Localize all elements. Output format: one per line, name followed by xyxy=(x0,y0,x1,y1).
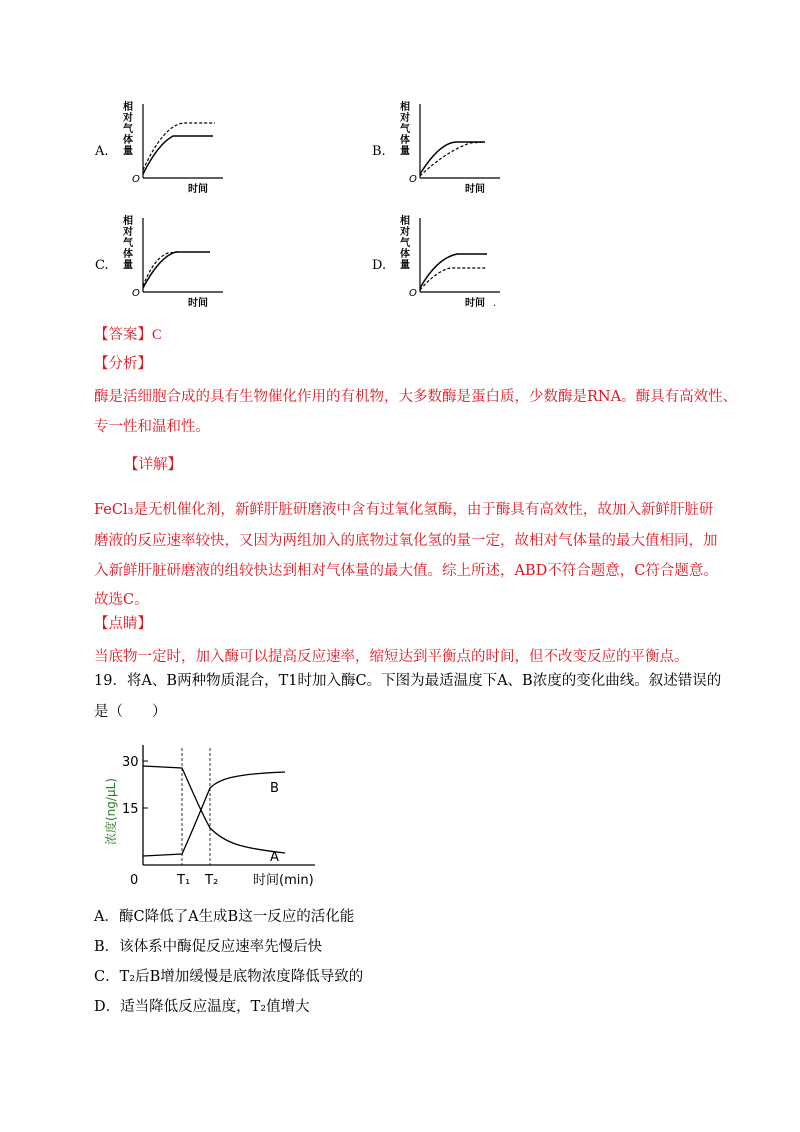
y-axis-label xyxy=(122,100,134,157)
y-axis-char: 对 xyxy=(123,113,133,124)
y-axis-label xyxy=(122,214,134,271)
x-tick-t2: T₂ xyxy=(205,873,219,888)
option-d-graph xyxy=(395,210,510,310)
answer-line xyxy=(94,328,162,343)
x-axis-label: 时间(min) xyxy=(253,873,314,888)
y-axis-char: 相 xyxy=(400,216,410,227)
y-axis-char: 量 xyxy=(400,146,410,157)
y-axis-char: 量 xyxy=(400,260,410,271)
analysis-line-1: 酶是活细胞合成的具有生物催化作用的有机物，大多数酶是蛋白质，少数酶是RNA。酶具有高效性、 xyxy=(94,389,738,405)
svg-text:时间: 时间 xyxy=(188,184,208,195)
option-a-graph xyxy=(118,96,228,196)
q19-option-b[interactable]: B．该体系中酶促反应速率先慢后快 xyxy=(94,939,323,955)
svg-text:.: . xyxy=(493,298,497,309)
y-tick-15: 15 xyxy=(122,802,139,817)
y-axis-char: 相 xyxy=(123,216,133,227)
y-axis-char: 对 xyxy=(400,227,410,238)
option-a-letter: A. xyxy=(95,144,109,159)
y-axis-char: 量 xyxy=(123,260,133,271)
option-d-letter: D. xyxy=(372,258,387,273)
y-axis-char: 气 xyxy=(123,124,133,135)
svg-text:时间: 时间 xyxy=(465,184,485,195)
series-b-label: B xyxy=(270,781,279,796)
detail-line-2: 磨液的反应速率较快，又因为两组加入的底物过氧化氢的量一定，故相对气体量的最大值相同，加 xyxy=(94,533,718,549)
y-axis-char: 气 xyxy=(400,124,410,135)
option-b-letter: B. xyxy=(372,144,386,159)
q19-chart xyxy=(100,740,330,900)
detail-label: 【详解】 xyxy=(124,457,182,473)
analysis-line-2: 专一性和温和性。 xyxy=(94,419,210,435)
answer-value: C xyxy=(152,327,162,343)
y-axis-char: 相 xyxy=(123,102,133,113)
series-a-label: A xyxy=(270,850,279,865)
svg-text:O: O xyxy=(132,174,140,185)
series-a-line xyxy=(143,766,285,853)
detail-line-4: 故选C。 xyxy=(94,592,149,608)
y-axis-label xyxy=(399,100,411,157)
series-b-line xyxy=(143,772,285,856)
svg-text:O: O xyxy=(132,288,140,299)
q19-option-c[interactable]: C．T₂后B增加缓慢是底物浓度降低导致的 xyxy=(94,969,364,985)
detail-line-3: 入新鲜肝脏研磨液的组较快达到相对气体量的最大值。综上所述，ABD不符合题意，C符合题意。 xyxy=(94,563,718,579)
y-axis-char: 体 xyxy=(123,135,133,146)
x-origin: 0 xyxy=(130,873,139,888)
tip-label: 【点睛】 xyxy=(94,616,152,632)
y-axis-char: 量 xyxy=(123,146,133,157)
analysis-label: 【分析】 xyxy=(94,356,152,372)
y-tick-30: 30 xyxy=(122,755,139,770)
q19-stem-line1: 19．将A、B两种物质混合，T1时加入酶C。下图为最适温度下A、B浓度的变化曲线。叙述错误的 xyxy=(94,673,722,689)
detail-line-1: FeCl₃是无机催化剂，新鲜肝脏研磨液中含有过氧化氢酶，由于酶具有高效性，故加入新鲜肝脏研 xyxy=(94,502,714,518)
y-axis-char: 气 xyxy=(123,238,133,249)
y-axis-label: 浓度(ng/μL) xyxy=(104,778,118,845)
option-c-letter: C. xyxy=(95,258,109,273)
svg-text:O: O xyxy=(409,174,417,185)
svg-text:O: O xyxy=(409,288,417,299)
y-axis-char: 体 xyxy=(400,249,410,260)
y-axis-char: 气 xyxy=(400,238,410,249)
option-b-graph xyxy=(395,96,505,196)
svg-text:时间: 时间 xyxy=(188,298,208,309)
y-axis-char: 对 xyxy=(123,227,133,238)
y-axis-char: 体 xyxy=(123,249,133,260)
option-c-graph xyxy=(118,210,228,310)
tip-line: 当底物一定时，加入酶可以提高反应速率，缩短达到平衡点的时间，但不改变反应的平衡点。 xyxy=(94,649,689,665)
y-axis-char: 对 xyxy=(400,113,410,124)
svg-text:时间: 时间 xyxy=(465,298,485,309)
y-axis-char: 体 xyxy=(400,135,410,146)
y-axis-char: 相 xyxy=(400,102,410,113)
y-axis-label xyxy=(399,214,411,271)
q19-stem-line2: 是（ ） xyxy=(94,704,167,720)
q19-option-d[interactable]: D．适当降低反应温度，T₂值增大 xyxy=(94,999,310,1015)
q19-option-a[interactable]: A．酶C降低了A生成B这一反应的活化能 xyxy=(94,909,355,925)
x-tick-t1: T₁ xyxy=(177,873,191,888)
answer-label: 【答案】 xyxy=(94,327,152,343)
